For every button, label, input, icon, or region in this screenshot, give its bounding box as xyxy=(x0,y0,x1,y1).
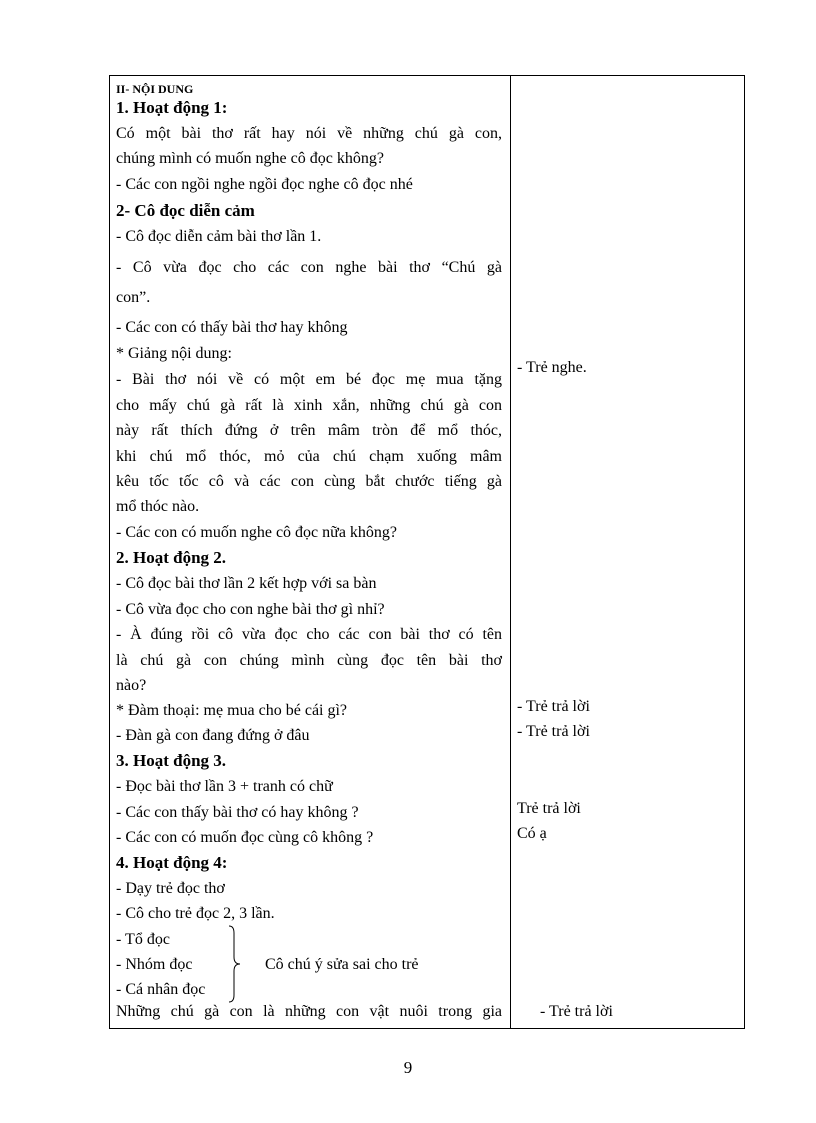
text-line: - Dạy trẻ đọc thơ xyxy=(116,880,225,897)
text-line: * Giảng nội dung: xyxy=(116,345,232,362)
text-line: - Các con ngồi nghe ngồi đọc nghe cô đọc nhé xyxy=(116,176,413,193)
text-line: - Các con thấy bài thơ có hay không ? xyxy=(116,804,359,821)
text-line: nào? xyxy=(116,677,147,694)
activity-2b-heading: 2. Hoạt động 2. xyxy=(116,548,227,567)
page-number: 9 xyxy=(403,1058,413,1077)
text-line: là chú gà con chúng mình cùng đọc tên bài thơ xyxy=(116,652,502,669)
brace-note: Cô chú ý sửa sai cho trẻ xyxy=(265,956,419,973)
text-line: - Đàn gà con đang đứng ở đâu xyxy=(116,727,310,744)
child-response: - Trẻ trả lời xyxy=(517,698,590,715)
text-line: - Cô cho trẻ đọc 2, 3 lần. xyxy=(116,905,275,922)
text-line: khi chú mổ thóc, mỏ của chú chạm xuống mâm xyxy=(116,448,502,465)
text-line: - Cô vừa đọc cho các con nghe bài thơ “Chú gà xyxy=(116,259,502,276)
text-line: - Các con có thấy bài thơ hay không xyxy=(116,319,348,336)
child-response: - Trẻ nghe. xyxy=(517,359,587,376)
activity-2-heading: 2- Cô đọc diễn cảm xyxy=(116,201,255,220)
text-line: - Đọc bài thơ lần 3 + tranh có chữ xyxy=(116,778,333,795)
activity-4-heading: 4. Hoạt động 4: xyxy=(116,853,228,872)
text-line: - Các con có muốn nghe cô đọc nữa không? xyxy=(116,524,398,541)
column-divider xyxy=(510,76,511,1028)
child-response: Có ạ xyxy=(517,825,547,842)
child-response: - Trẻ trả lời xyxy=(540,1003,613,1020)
text-line: - Cô đọc bài thơ lần 2 kết hợp với sa bàn xyxy=(116,575,377,592)
child-response: - Trẻ trả lời xyxy=(517,723,590,740)
activity-3-heading: 3. Hoạt động 3. xyxy=(116,751,227,770)
text-line: - Các con có muốn đọc cùng cô không ? xyxy=(116,829,374,846)
text-line: Những chú gà con là những con vật nuôi trong gia xyxy=(116,1003,502,1020)
text-line: Có một bài thơ rất hay nói về những chú gà con, xyxy=(116,125,502,142)
text-line: này rất thích đứng ở trên mâm tròn để mổ thóc, xyxy=(116,422,502,439)
text-line: - Tổ đọc xyxy=(116,931,170,948)
text-line: - Cá nhân đọc xyxy=(116,981,206,998)
text-line: - Bài thơ nói về có một em bé đọc mẹ mua tặng xyxy=(116,371,502,388)
section-title: II- NỘI DUNG xyxy=(116,82,194,96)
text-line: mổ thóc nào. xyxy=(116,498,200,515)
text-line: - Cô vừa đọc cho con nghe bài thơ gì nhỉ? xyxy=(116,601,385,618)
curly-brace-icon xyxy=(228,925,242,1003)
text-line: - Nhóm đọc xyxy=(116,956,193,973)
lesson-table xyxy=(109,75,745,1029)
text-line: * Đàm thoại: mẹ mua cho bé cái gì? xyxy=(116,702,348,719)
text-line: kêu tốc tốc cô và các con cùng bắt chước tiếng gà xyxy=(116,473,502,490)
activity-1-heading: 1. Hoạt động 1: xyxy=(116,98,228,117)
text-line: con”. xyxy=(116,289,151,306)
text-line: - À đúng rồi cô vừa đọc cho các con bài thơ có tên xyxy=(116,626,502,643)
text-line: - Cô đọc diễn cảm bài thơ lần 1. xyxy=(116,228,322,245)
child-response: Trẻ trả lời xyxy=(517,800,581,817)
text-line: chúng mình có muốn nghe cô đọc không? xyxy=(116,150,384,167)
text-line: cho mấy chú gà rất là xinh xắn, những chú gà con xyxy=(116,397,502,414)
